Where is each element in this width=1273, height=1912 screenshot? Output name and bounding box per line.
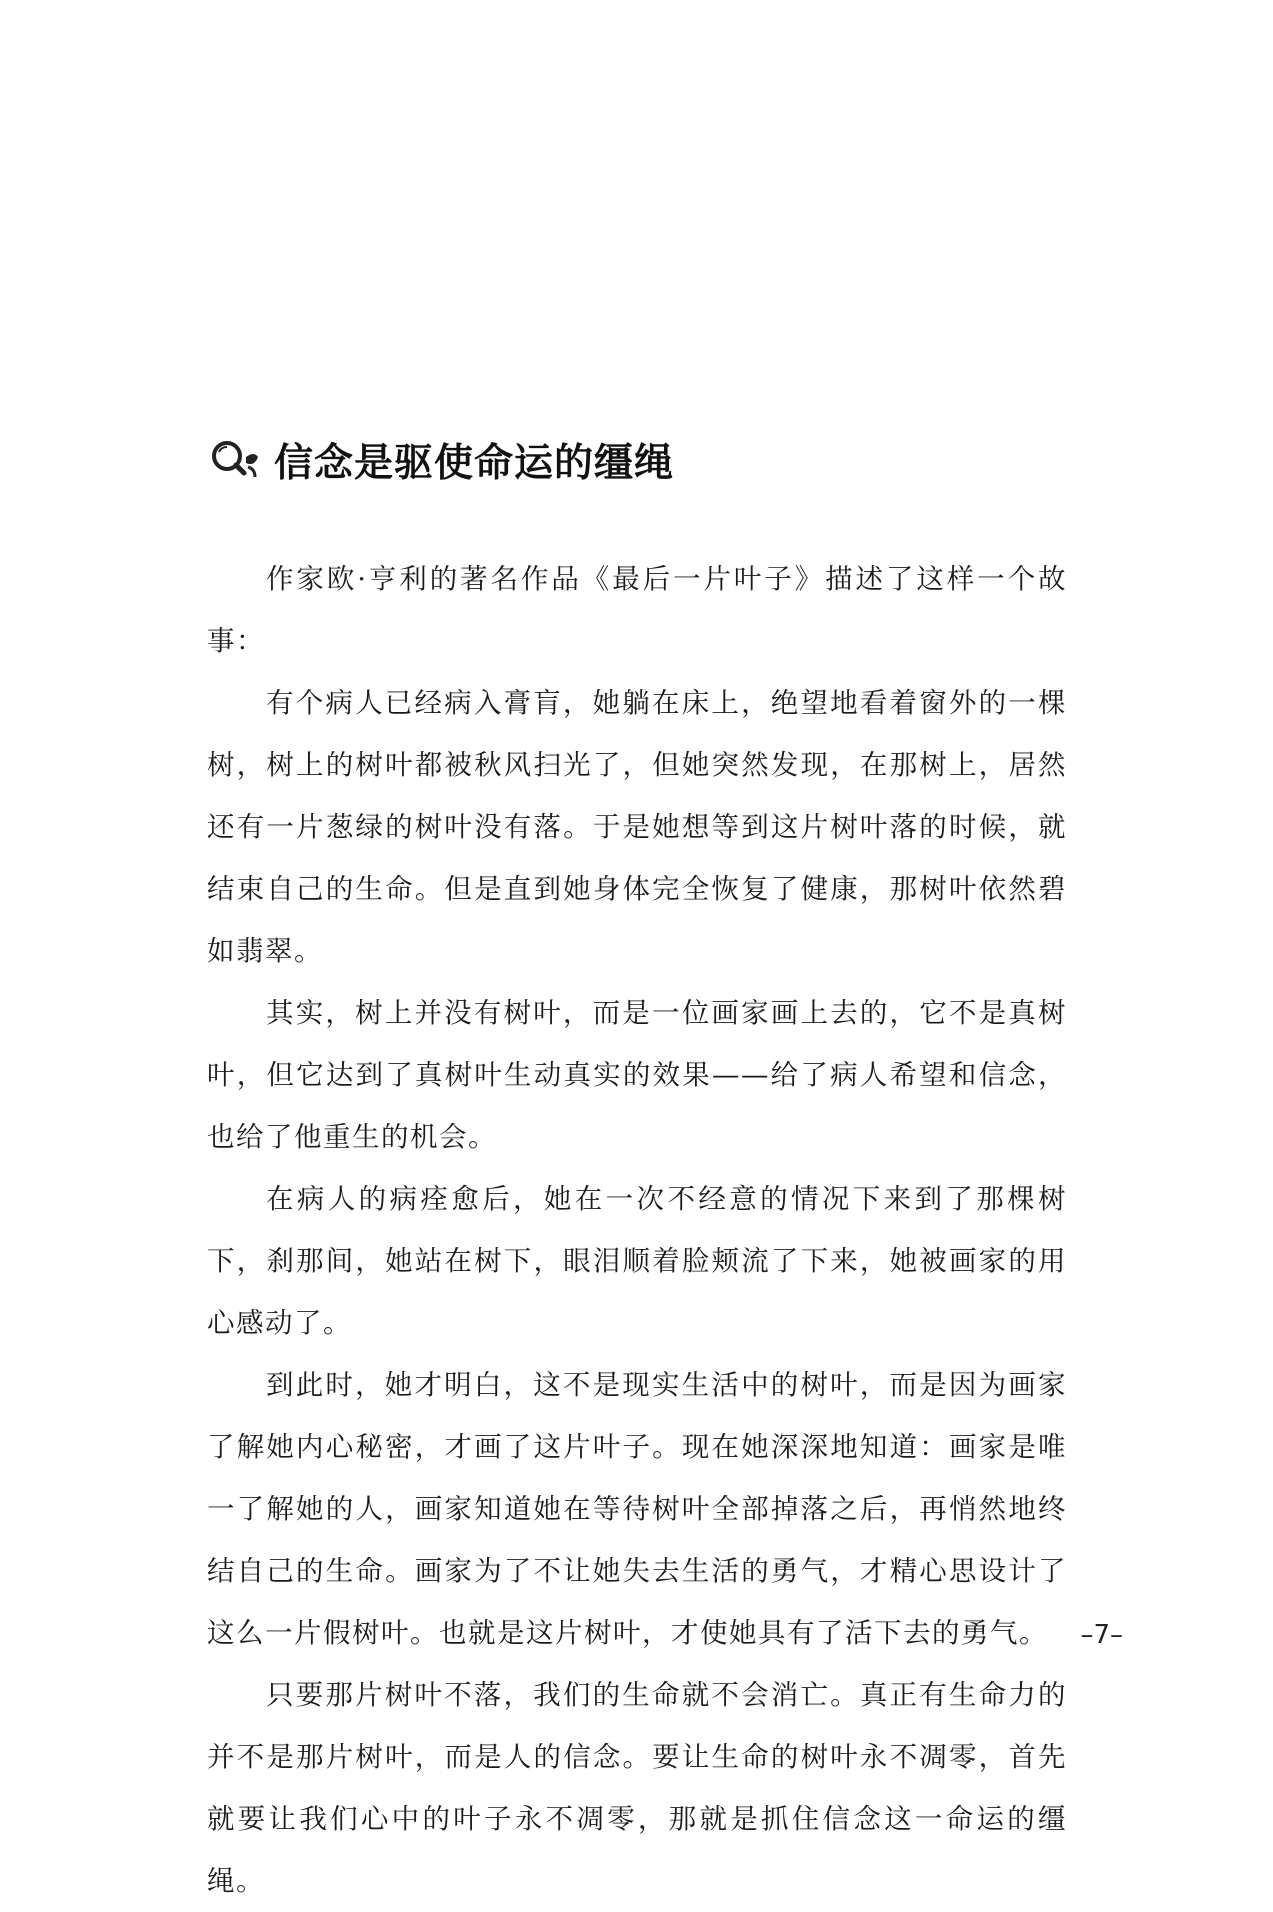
paragraph: 作家欧·亨利的著名作品《最后一片叶子》描述了这样一个故事： (207, 563, 1067, 657)
body-text (207, 548, 1067, 1912)
section-title: 信念是驱使命运的缰绳 (274, 441, 675, 486)
paragraph: 只要那片树叶不落，我们的生命就不会消亡。真正有生命力的并不是那片树叶，而是人的信念。要让生命的树叶永不凋零，首先就要让我们心中的叶子永不凋零，那就是抓住信念这一命运的缰绳。 (207, 1679, 1067, 1897)
paragraph: 有个病人已经病入膏肓，她躺在床上，绝望地看着窗外的一棵树，树上的树叶都被秋风扫光了，但她突然发现，在那树上，居然还有一片葱绿的树叶没有落。于是她想等到这片树叶落的时候，就结束自己的生命。但是直到她身体完全恢复了健康，那树叶依然碧如翡翠。 (207, 687, 1067, 967)
magnifier-icon (208, 437, 260, 483)
paragraph: 其实，树上并没有树叶，而是一位画家画上去的，它不是真树叶，但它达到了真树叶生动真实的效果——给了病人希望和信念，也给了他重生的机会。 (207, 997, 1067, 1153)
page-number: –7– (1080, 1620, 1123, 1650)
paragraph: 到此时，她才明白，这不是现实生活中的树叶，而是因为画家了解她内心秘密，才画了这片叶子。现在她深深地知道：画家是唯一了解她的人，画家知道她在等待树叶全部掉落之后，再悄然地终结自己的生命。画家为了不让她失去生活的勇气，才精心思设计了这么一片假树叶。也就是这片树叶，才使她具有了活下去的勇气。 (207, 1369, 1067, 1649)
paragraph: 在病人的病痊愈后，她在一次不经意的情况下来到了那棵树下，刹那间，她站在树下，眼泪顺着脸颊流了下来，她被画家的用心感动了。 (207, 1183, 1067, 1339)
section-heading (208, 430, 674, 490)
